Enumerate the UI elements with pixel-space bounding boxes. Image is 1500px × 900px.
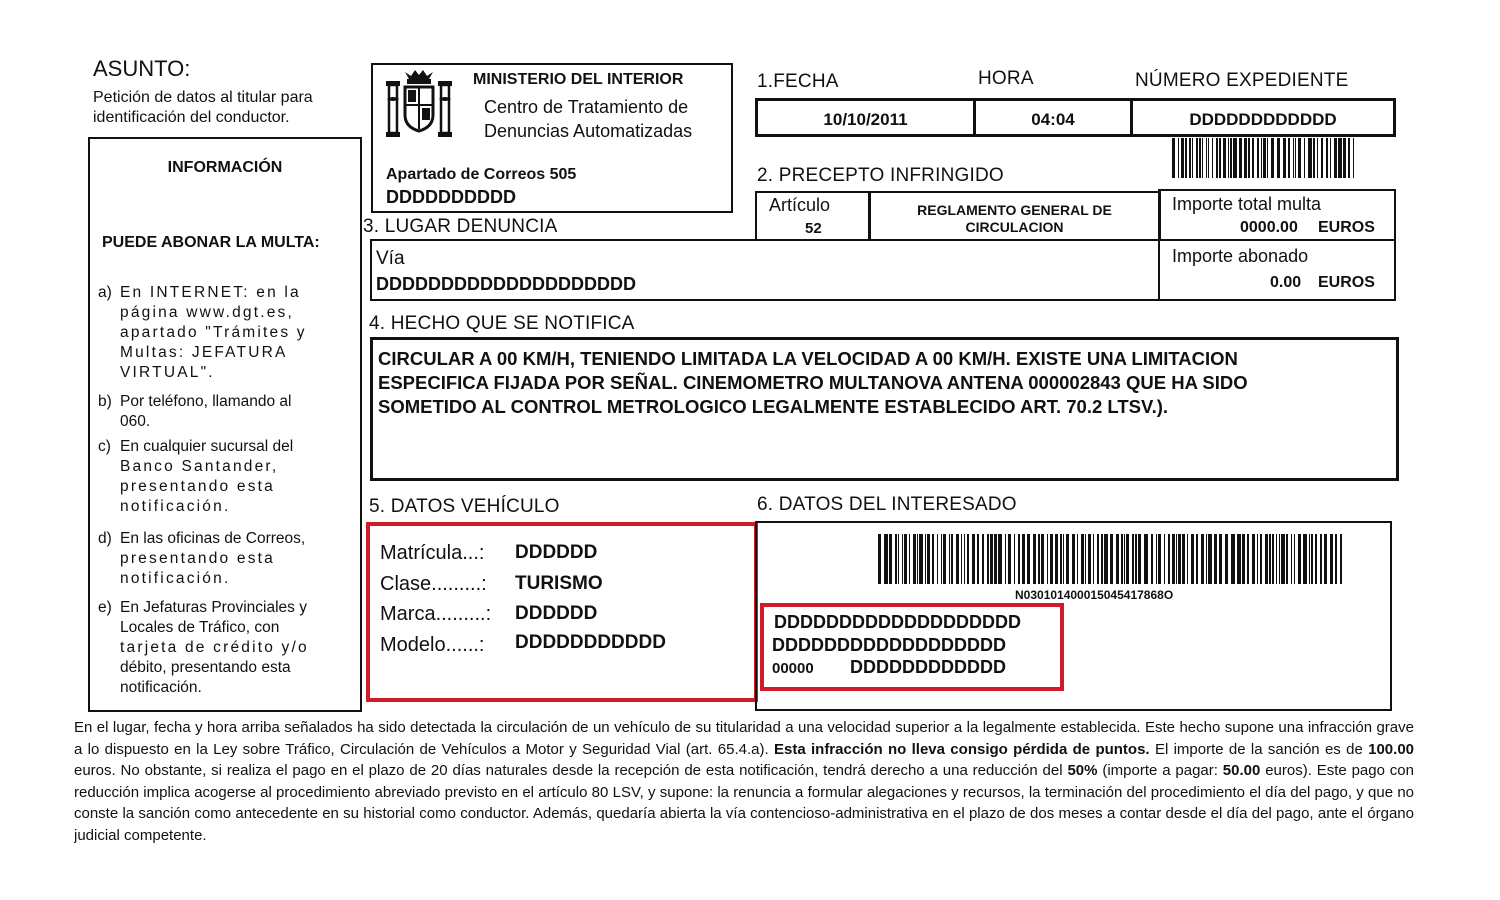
info-item-line: Por teléfono, llamando al — [120, 393, 292, 410]
legal-paragraph — [74, 717, 1414, 855]
informacion-box — [88, 137, 362, 712]
info-item-line: En cualquier sucursal del — [120, 438, 294, 455]
info-item-key: a) — [98, 284, 112, 301]
info-item-correos — [100, 529, 340, 589]
ministry-name: MINISTERIO DEL INTERIOR — [473, 71, 684, 88]
matricula-label: Matrícula...: — [380, 542, 485, 564]
info-item-telefono — [100, 392, 340, 432]
interesado-label: 6. DATOS DEL INTERESADO — [757, 494, 1017, 515]
importe-abonado-unit: EUROS — [1318, 274, 1375, 291]
vehiculo-highlight-box — [366, 522, 758, 702]
info-item-banco — [100, 437, 340, 517]
reglamento-box — [868, 191, 1161, 241]
interesado-barcode-number: N030101400015045417868O — [1015, 588, 1174, 602]
legal-text-2a: El importe de la sanción es de — [1154, 740, 1363, 758]
reglamento-line-1: REGLAMENTO GENERAL DE — [917, 202, 1112, 218]
ministry-apartado: Apartado de Correos 505 — [386, 166, 577, 183]
legal-text-1: En el lugar, fecha y hora arriba señalados ha sido detectada la circulación de un vehículo de su titularidad a una velocidad superior a la legalmente establecida. Este hecho supone una infracción grave a lo dispuesto en la Ley sobre Tráfico, Circulación de Vehículos a Motor y Seguridad Vial (art. 65.4.a). — [74, 719, 1414, 758]
fecha-value: 10/10/2011 — [823, 110, 908, 129]
importe-total-label: Importe total multa — [1172, 194, 1322, 214]
asunto-title: ASUNTO: — [93, 56, 191, 81]
interesado-line-2: DDDDDDDDDDDDDDDDDD — [772, 635, 1006, 655]
puede-abonar-label: PUEDE ABONAR LA MULTA: — [102, 234, 320, 251]
hecho-box — [370, 337, 1399, 481]
info-item-jefaturas — [100, 598, 340, 698]
info-item-line: En las oficinas de Correos, — [120, 530, 306, 547]
info-item-line: presentando esta — [120, 550, 275, 567]
interesado-city: DDDDDDDDDDDD — [850, 657, 1006, 677]
info-item-line: 060. — [120, 413, 151, 430]
hecho-label: 4. HECHO QUE SE NOTIFICA — [369, 313, 635, 334]
modelo-value: DDDDDDDDDDD — [515, 632, 666, 653]
importe-abonado-label: Importe abonado — [1172, 246, 1309, 266]
marca-label: Marca.........: — [380, 603, 492, 625]
ministry-center-line-1: Centro de Tratamiento de — [484, 97, 689, 117]
hora-value: 04:04 — [1031, 110, 1075, 129]
legal-pay-amount: 50.00 — [1222, 762, 1261, 779]
articulo-label: Artículo — [769, 195, 831, 215]
hora-box — [973, 98, 1133, 137]
clase-label: Clase.........: — [380, 573, 487, 595]
info-item-internet — [100, 283, 340, 383]
fecha-box — [755, 98, 976, 137]
info-item-line: notificación. — [120, 570, 231, 587]
info-item-key: b) — [98, 393, 112, 410]
info-item-line: En Jefaturas Provinciales y — [120, 599, 307, 616]
info-item-key: d) — [98, 530, 112, 547]
info-item-line: apartado "Trámites y — [120, 324, 307, 341]
articulo-value: 52 — [805, 220, 822, 237]
ministry-center-line-2: Denuncias Automatizadas — [484, 121, 693, 141]
via-value: DDDDDDDDDDDDDDDDDDDD — [376, 274, 636, 294]
importe-total-unit: EUROS — [1318, 219, 1375, 236]
legal-text-2c: (importe a pagar: — [1102, 762, 1218, 779]
hora-label: HORA — [978, 68, 1034, 89]
importe-abonado-value: 0.00 — [1270, 274, 1302, 291]
legal-text-2b: euros. No obstante, si realiza el pago en el plazo de 20 días naturales desde la recepción de esta notificación, tendrá derecho a una reducción del — [74, 762, 1063, 779]
info-item-line: tarjeta de crédito y/o — [120, 639, 309, 656]
legal-text-2d: euros). Este pago con reducción implica acogerse al procedimiento abreviado previsto en el artículo 80 LSV, y supone: la renuncia a formular alegaciones y recursos, la terminación del procedimiento el día del pago, y que no conste la sanción como antecedente en su historial como conductor. Además, quedaría abierta la vía contencioso-administrativa en el plazo de dos meses a contar desde el día del pago, ante el órgano judicial competente. — [74, 762, 1414, 844]
info-item-key: e) — [98, 599, 112, 616]
interesado-barcode — [878, 534, 1344, 584]
legal-percent: 50% — [1067, 762, 1098, 779]
expediente-value: DDDDDDDDDDDD — [1189, 110, 1337, 129]
interesado-highlight-box — [760, 603, 1064, 691]
legal-amount: 100.00 — [1368, 740, 1414, 758]
info-item-key: c) — [98, 438, 111, 455]
info-item-line: notificación. — [120, 679, 202, 696]
info-item-line: notificación. — [120, 498, 231, 515]
importe-abonado-box — [1158, 239, 1396, 301]
informacion-title: INFORMACIÓN — [167, 159, 283, 176]
hecho-line-1: CIRCULAR A 00 KM/H, TENIENDO LIMITADA LA VELOCIDAD A 00 KM/H. EXISTE UNA LIMITACION — [378, 348, 1238, 369]
info-item-line: En INTERNET: en la — [120, 284, 301, 301]
info-item-line: VIRTUAL". — [120, 364, 215, 381]
precepto-label: 2. PRECEPTO INFRINGIDO — [757, 165, 1004, 186]
fecha-label: 1.FECHA — [757, 71, 839, 92]
marca-value: DDDDDD — [515, 603, 598, 624]
info-item-line: Locales de Tráfico, con — [120, 619, 280, 636]
clase-value: TURISMO — [515, 573, 603, 594]
importe-total-value: 0000.00 — [1240, 219, 1298, 236]
modelo-label: Modelo......: — [380, 634, 485, 656]
vehiculo-label: 5. DATOS VEHÍCULO — [369, 496, 560, 517]
expediente-label: NÚMERO EXPEDIENTE — [1135, 70, 1349, 91]
hecho-line-2: ESPECIFICA FIJADA POR SEÑAL. CINEMOMETRO MULTANOVA ANTENA 000002843 QUE HA SIDO — [378, 372, 1248, 393]
importe-total-box — [1158, 189, 1396, 241]
expediente-barcode — [1172, 138, 1355, 178]
asunto-line-1: Petición de datos al titular para — [93, 89, 313, 106]
legal-text-bold: Esta infracción no lleva consigo pérdida de puntos. — [773, 740, 1150, 758]
reglamento-line-2: CIRCULACION — [965, 219, 1064, 235]
lugar-label: 3. LUGAR DENUNCIA — [363, 216, 558, 237]
coat-of-arms-icon — [383, 69, 455, 147]
lugar-box — [370, 239, 1160, 301]
ministry-box — [371, 63, 733, 213]
ministry-code: DDDDDDDDDD — [386, 187, 516, 207]
asunto-line-2: identificación del conductor. — [93, 109, 290, 126]
info-item-line: débito, presentando esta — [120, 659, 291, 676]
info-item-line: Banco Santander, — [120, 458, 279, 475]
expediente-box — [1130, 98, 1396, 137]
interesado-postal-code: 00000 — [772, 660, 814, 677]
articulo-box — [755, 191, 871, 241]
via-label: Vía — [376, 248, 405, 269]
info-item-line: Multas: JEFATURA — [120, 344, 288, 361]
interesado-line-1: DDDDDDDDDDDDDDDDDDD — [774, 612, 1021, 632]
matricula-value: DDDDDD — [515, 542, 598, 563]
info-item-line: página www.dgt.es, — [120, 304, 295, 321]
hecho-line-3: SOMETIDO AL CONTROL METROLOGICO LEGALMENTE ESTABLECIDO ART. 70.2 LTSV.). — [378, 396, 1169, 417]
info-item-line: presentando esta — [120, 478, 275, 495]
